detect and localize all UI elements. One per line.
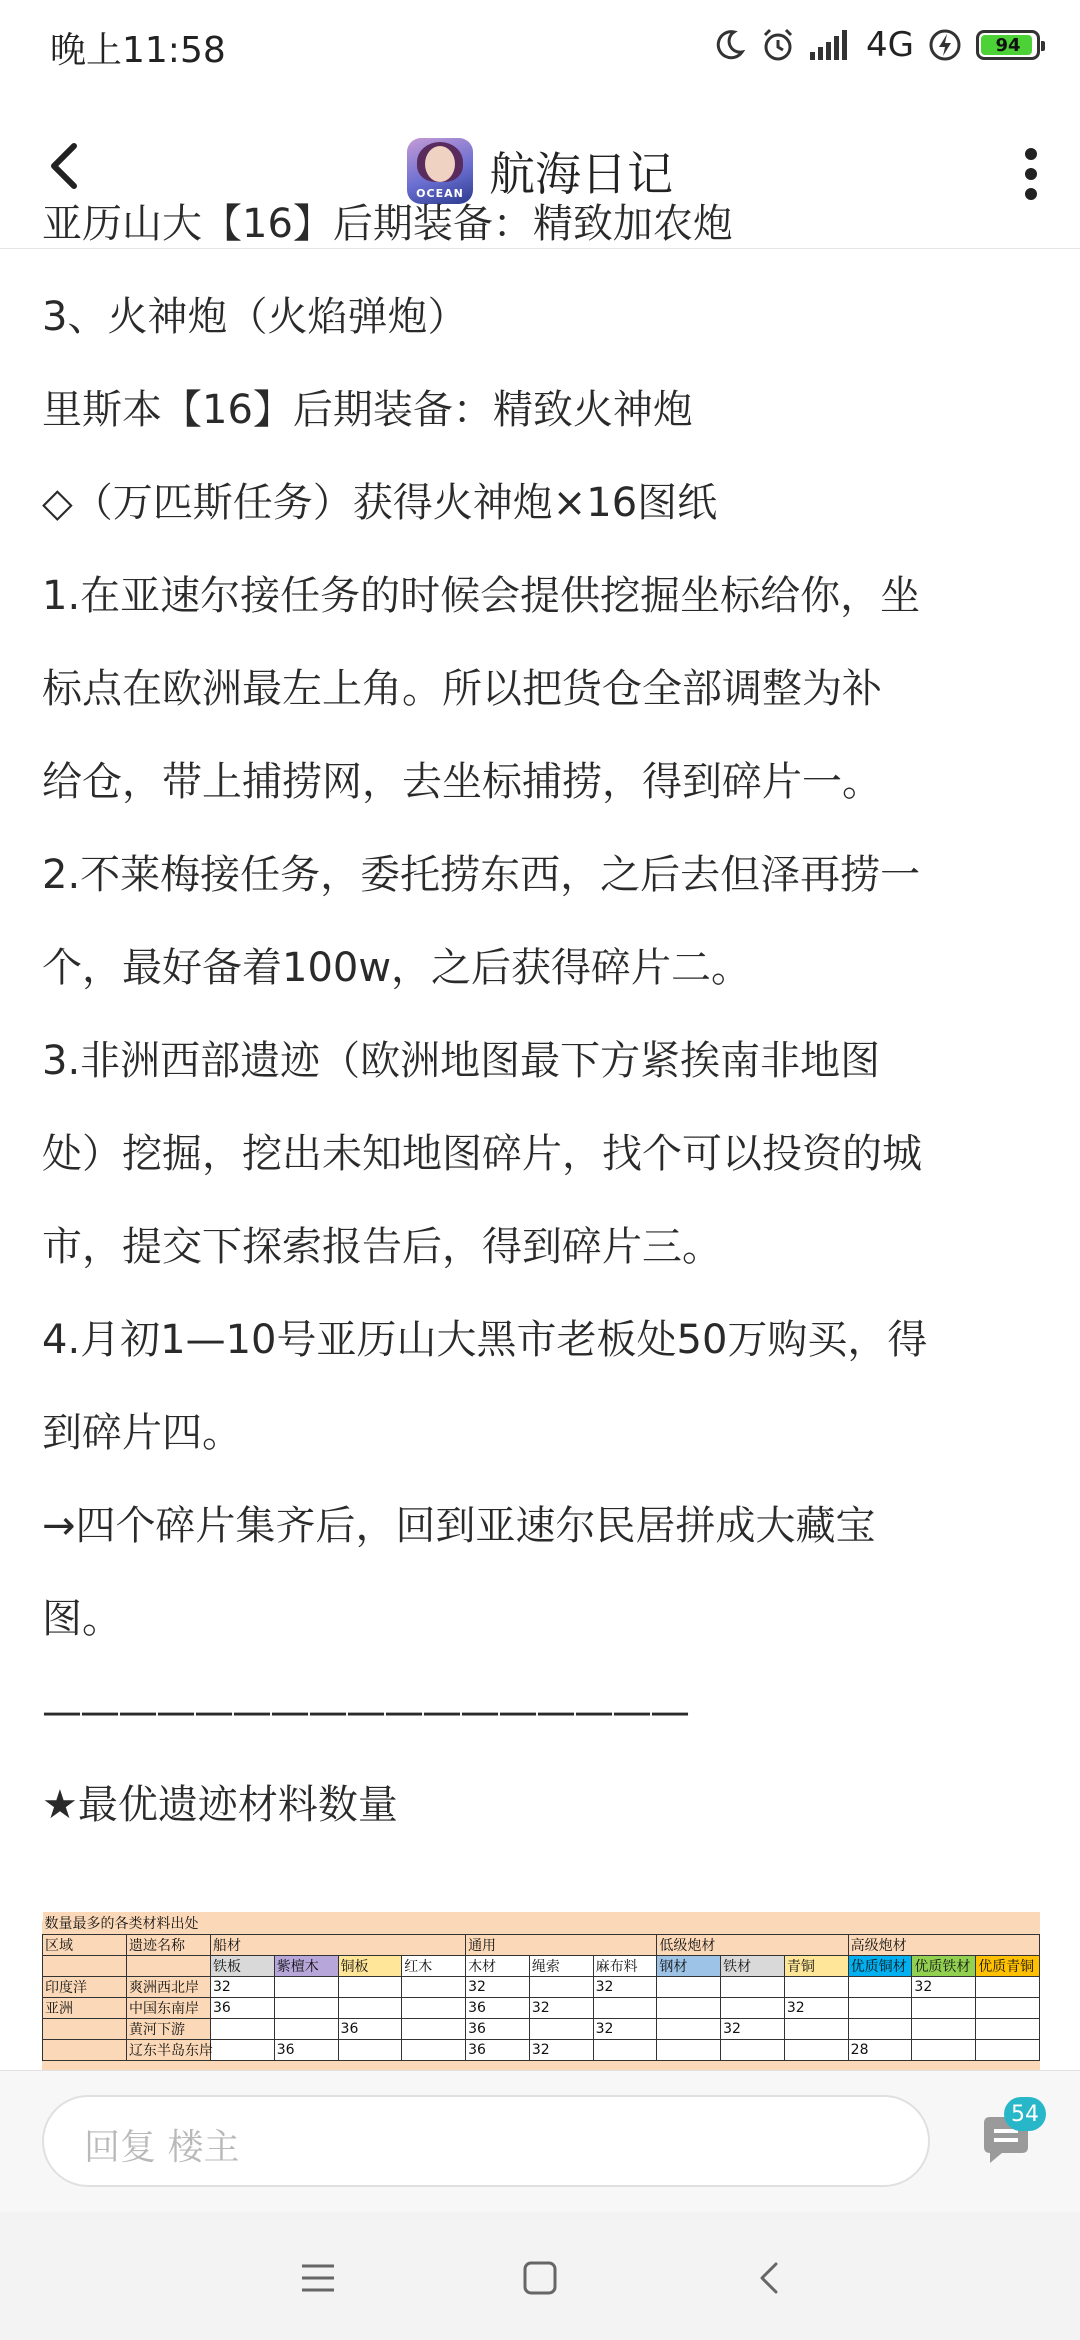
value-cell	[211, 2019, 275, 2040]
table-title: 数量最多的各类材料出处	[44, 1916, 199, 1932]
value-cell: 36	[338, 2019, 402, 2040]
charging-icon	[928, 28, 962, 62]
value-cell	[529, 1977, 593, 1998]
site-cell: 中国东南岸	[127, 1998, 211, 2019]
empty-cell	[127, 1956, 211, 1977]
value-cell: 32	[593, 2019, 657, 2040]
value-cell	[402, 2019, 466, 2040]
app-icon-text: OCEAN	[416, 187, 464, 200]
value-cell: 32	[529, 1998, 593, 2019]
home-square-icon[interactable]	[518, 2256, 562, 2300]
materials-table-image[interactable]	[42, 1912, 1040, 2070]
column-header: 紫檀木	[274, 1956, 338, 1977]
value-cell	[402, 1977, 466, 1998]
header-site: 遗迹名称	[127, 1935, 211, 1956]
column-header: 绳索	[529, 1956, 593, 1977]
step-line: 标点在欧洲最左上角。所以把货仓全部调整为补	[42, 666, 882, 712]
step-line: 市，提交下探索报告后，得到碎片三。	[42, 1224, 722, 1270]
reply-input[interactable]	[42, 2095, 930, 2187]
value-cell	[848, 1977, 912, 1998]
alarm-icon	[760, 27, 796, 63]
column-header: 优质铁材	[912, 1956, 976, 1977]
comment-count-badge: 54	[1004, 2097, 1046, 2131]
value-cell: 28	[848, 2040, 912, 2061]
value-cell	[657, 2040, 721, 2061]
column-header: 优质铜材	[848, 1956, 912, 1977]
step-line: →四个碎片集齐后，回到亚速尔民居拼成大藏宝	[42, 1503, 876, 1549]
header-low-cannon: 低级炮材	[657, 1935, 848, 1956]
value-cell: 32	[784, 1998, 848, 2019]
value-cell	[402, 1998, 466, 2019]
status-bar	[0, 0, 1080, 96]
section-title: ★最优遗迹材料数量	[42, 1782, 398, 1828]
column-header: 铁材	[721, 1956, 785, 1977]
empty-cell	[43, 1956, 127, 1977]
text-line: 3、火神炮（火焰弹炮）	[42, 294, 468, 340]
step-line: 2.不莱梅接任务，委托捞东西，之后去但泽再捞一	[42, 852, 921, 898]
value-cell	[657, 2019, 721, 2040]
step-line: 处）挖掘，挖出未知地图碎片，找个可以投资的城	[42, 1131, 922, 1177]
value-cell	[976, 2040, 1040, 2061]
battery-level: 94	[995, 34, 1021, 56]
value-cell	[657, 1998, 721, 2019]
header-general: 通用	[466, 1935, 657, 1956]
value-cell	[912, 2019, 976, 2040]
post-content	[42, 201, 1042, 2068]
header-ship: 船材	[211, 1935, 466, 1956]
region-cell	[43, 2040, 127, 2061]
divider-line: —————————————————	[42, 1689, 688, 1735]
value-cell	[976, 1977, 1040, 1998]
value-cell	[976, 1998, 1040, 2019]
status-icons	[712, 20, 1040, 70]
text-line: 里斯本【16】后期装备：精致火神炮	[42, 387, 693, 433]
column-header: 铁板	[211, 1956, 275, 1977]
network-type: 4G	[866, 25, 914, 65]
value-cell	[593, 1998, 657, 2019]
battery-icon	[976, 30, 1040, 60]
value-cell: 32	[912, 1977, 976, 1998]
site-cell: 黄河下游	[127, 2019, 211, 2040]
region-cell: 亚洲	[43, 1998, 127, 2019]
column-header: 麻布料	[593, 1956, 657, 1977]
back-triangle-icon[interactable]	[748, 2256, 792, 2300]
value-cell	[784, 1977, 848, 1998]
value-cell	[402, 2040, 466, 2061]
column-header: 钢材	[657, 1956, 721, 1977]
column-header: 优质青铜	[976, 1956, 1040, 1977]
step-line: 1.在亚速尔接任务的时候会提供挖掘坐标给你，坐	[42, 573, 921, 619]
column-header: 木材	[466, 1956, 530, 1977]
value-cell	[721, 2040, 785, 2061]
column-header: 铜板	[338, 1956, 402, 1977]
region-cell: 印度洋	[43, 1977, 127, 1998]
table-row	[43, 1977, 1040, 1998]
value-cell	[721, 1977, 785, 1998]
value-cell	[338, 1977, 402, 1998]
status-time: 晚上11:58	[50, 30, 226, 71]
site-cell: 爽洲西北岸	[127, 1977, 211, 1998]
step-line: 给仓，带上捕捞网，去坐标捕捞，得到碎片一。	[42, 759, 882, 805]
value-cell	[593, 2040, 657, 2061]
value-cell	[912, 2040, 976, 2061]
step-line: 3.非洲西部遗迹（欧洲地图最下方紧挨南非地图	[42, 1038, 881, 1084]
value-cell: 32	[721, 2019, 785, 2040]
column-header: 红木	[402, 1956, 466, 1977]
value-cell: 36	[466, 2040, 530, 2061]
column-header: 青铜	[784, 1956, 848, 1977]
value-cell	[848, 1998, 912, 2019]
step-line: 图。	[42, 1596, 122, 1642]
table-row	[43, 2019, 1040, 2040]
value-cell	[912, 1998, 976, 2019]
value-cell	[784, 2019, 848, 2040]
menu-icon[interactable]	[296, 2256, 340, 2300]
value-cell	[848, 2019, 912, 2040]
table-row	[43, 2040, 1040, 2061]
site-cell: 辽东半岛东岸	[127, 2040, 211, 2061]
text-line: ◇（万匹斯任务）获得火神炮×16图纸	[42, 480, 718, 526]
value-cell: 32	[466, 1977, 530, 1998]
header-region: 区域	[43, 1935, 127, 1956]
value-cell: 36	[211, 1998, 275, 2019]
value-cell: 32	[211, 1977, 275, 1998]
reply-placeholder: 回复 楼主	[84, 2127, 240, 2168]
value-cell	[529, 2019, 593, 2040]
value-cell	[274, 1998, 338, 2019]
value-cell: 36	[274, 2040, 338, 2061]
header-high-cannon: 高级炮材	[848, 1935, 1039, 1956]
value-cell: 32	[593, 1977, 657, 1998]
table-row	[43, 1998, 1040, 2019]
step-line: 4.月初1—10号亚历山大黑市老板处50万购买，得	[42, 1317, 928, 1363]
system-nav-bar	[0, 2212, 1080, 2340]
page-title: 航海日记	[489, 147, 673, 201]
value-cell	[976, 2019, 1040, 2040]
value-cell	[721, 1998, 785, 2019]
text-line: 亚历山大【16】后期装备：精致加农炮	[42, 201, 733, 247]
value-cell: 36	[466, 2019, 530, 2040]
step-line: 到碎片四。	[42, 1410, 242, 1456]
region-cell	[43, 2019, 127, 2040]
value-cell	[274, 1977, 338, 1998]
value-cell	[274, 2019, 338, 2040]
value-cell	[784, 2040, 848, 2061]
value-cell	[657, 1977, 721, 1998]
step-line: 个，最好备着100w，之后获得碎片二。	[42, 945, 752, 991]
moon-icon	[712, 28, 746, 62]
value-cell	[338, 1998, 402, 2019]
value-cell	[211, 2040, 275, 2061]
value-cell: 32	[529, 2040, 593, 2061]
materials-table	[42, 1912, 1040, 2061]
value-cell: 36	[466, 1998, 530, 2019]
signal-icon	[810, 30, 852, 60]
reply-bar	[0, 2070, 1080, 2213]
value-cell	[338, 2040, 402, 2061]
